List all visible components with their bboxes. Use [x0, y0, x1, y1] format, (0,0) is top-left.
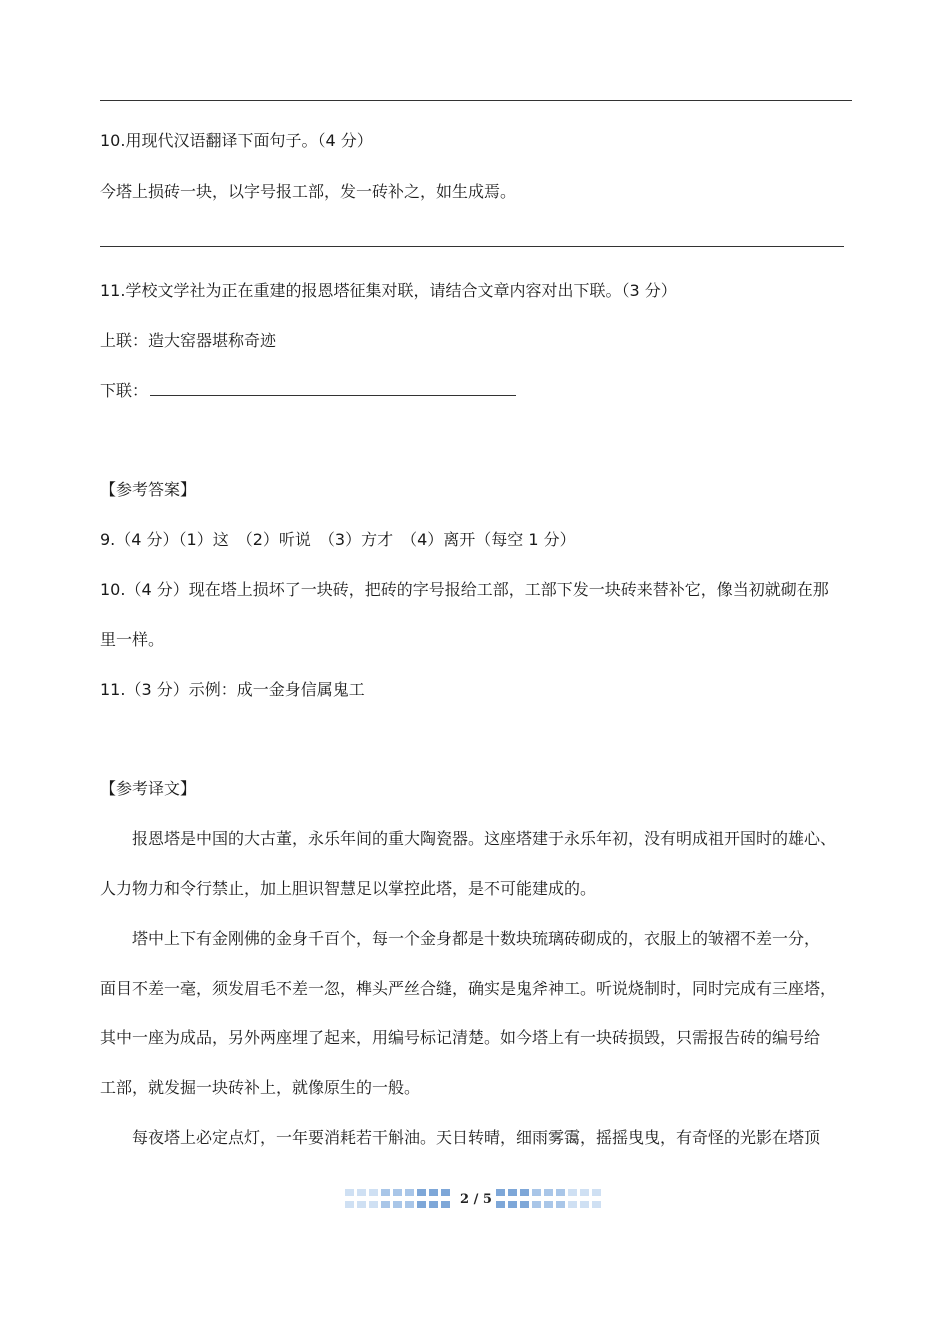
answers-heading: 【参考答案】	[100, 480, 197, 499]
translation-heading: 【参考译文】	[100, 779, 197, 798]
answer-10-line-2: 里一样。	[100, 630, 165, 649]
footer-decoration-right	[496, 1189, 601, 1208]
question-10-prompt: 10.用现代汉语翻译下面句子。（4 分）	[100, 131, 373, 150]
translation-line: 塔中上下有金刚佛的金身千百个，每一个金身都是十数块琉璃砖砌成的，衣服上的皱褶不差一分，	[132, 929, 821, 948]
page-footer	[345, 1189, 607, 1215]
answer-9: 9.（4 分）（1）这 （2）听说 （3）方才 （4）离开（每空 1 分）	[100, 530, 576, 549]
answer-10-line-1: 10.（4 分）现在塔上损坏了一块砖，把砖的字号报给工部，工部下发一块砖来替补它，像当初就砌在那	[100, 580, 829, 599]
translation-line: 面目不差一毫，须发眉毛不差一忽，榫头严丝合缝，确实是鬼斧神工。听说烧制时，同时完成有三座塔，	[100, 979, 837, 998]
translation-line: 人力物力和令行禁止，加上胆识智慧足以掌控此塔，是不可能建成的。	[100, 879, 597, 898]
footer-decoration-left	[345, 1189, 450, 1208]
question-10-sentence: 今塔上损砖一块，以字号报工部，发一砖补之，如生成焉。	[100, 182, 517, 201]
translation-line: 其中一座为成品，另外两座埋了起来，用编号标记清楚。如今塔上有一块砖损毁，只需报告砖的编号给	[100, 1028, 821, 1047]
translation-line: 报恩塔是中国的大古董，永乐年间的重大陶瓷器。这座塔建于永乐年初，没有明成祖开国时的雄心、	[132, 829, 837, 848]
translation-line: 每夜塔上必定点灯，一年要消耗若干斛油。天日转晴，细雨雾霭，摇摇曳曳，有奇怪的光影在塔顶	[132, 1128, 821, 1147]
question-10-answer-line	[100, 246, 844, 247]
lower-couplet-blank	[150, 379, 516, 396]
top-answer-line	[100, 100, 852, 101]
answer-11: 11.（3 分）示例：成一金身信属鬼工	[100, 680, 365, 699]
lower-couplet-label: 下联：	[100, 381, 149, 400]
page-number: 2 / 5	[460, 1192, 492, 1207]
question-11-upper-couplet: 上联：造大窑器堪称奇迹	[100, 331, 277, 350]
question-11-lower-couplet	[100, 379, 852, 403]
question-11-prompt: 11.学校文学社为正在重建的报恩塔征集对联，请结合文章内容对出下联。（3 分）	[100, 281, 677, 300]
translation-line: 工部，就发掘一块砖补上，就像原生的一般。	[100, 1078, 421, 1097]
